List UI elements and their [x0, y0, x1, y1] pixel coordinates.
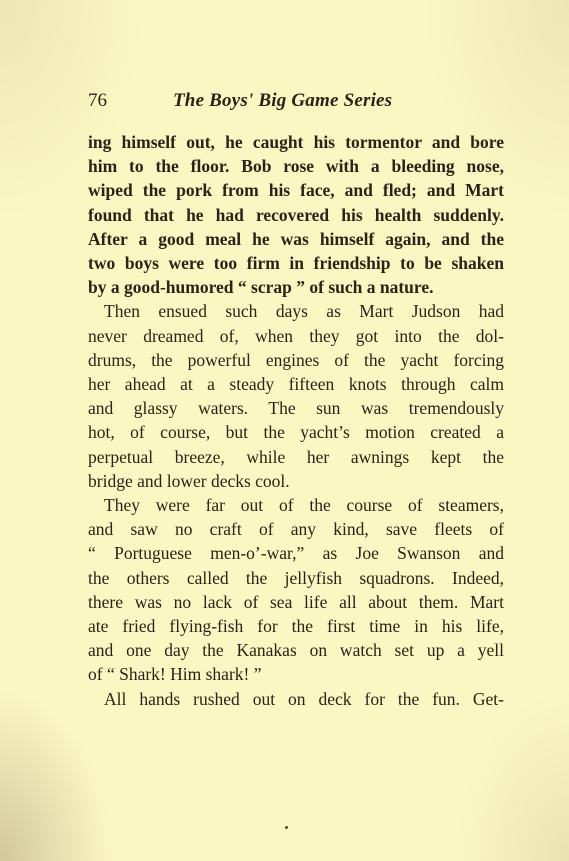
text-line: hot, of course, but the yacht’s motion created a	[88, 422, 504, 443]
text-line: there was no lack of sea life all about them. Mart	[88, 591, 504, 612]
text-line: two boys were too firm in friendship to be shaken	[88, 253, 504, 274]
text-line: wiped the pork from his face, and fled; and Mart	[88, 180, 504, 201]
text-line: by a good-humored “ scrap ” of such a nature.	[88, 277, 434, 298]
text-line: perpetual breeze, while her awnings kept the	[88, 446, 504, 467]
text-line: and glassy waters. The sun was tremendously	[88, 398, 504, 419]
text-line: ing himself out, he caught his tormentor and bore	[88, 132, 504, 152]
text-line: “ Portuguese men-o’-war,” as Joe Swanson and	[88, 543, 504, 564]
running-header	[88, 86, 508, 116]
text-line: of “ Shark! Him shark! ”	[88, 664, 262, 685]
text-line: the others called the jellyfish squadrons. Indeed,	[88, 567, 504, 588]
text-line: All hands rushed out on deck for the fun. Get-	[104, 688, 504, 709]
paragraph-3	[88, 493, 504, 687]
body-text	[88, 130, 504, 711]
text-line: ate fried flying-fish for the first time in his life,	[88, 616, 504, 637]
text-line: They were far out of the course of steamers,	[104, 495, 504, 516]
text-line: found that he had recovered his health suddenly.	[88, 204, 504, 225]
running-title: The Boys' Big Game Series	[173, 90, 393, 111]
text-line: Then ensued such days as Mart Judson had	[104, 301, 504, 322]
paragraph-4	[88, 687, 504, 711]
text-line: After a good meal he was himself again, and the	[88, 228, 504, 249]
text-line: him to the floor. Bob rose with a bleeding nose,	[88, 156, 504, 177]
text-line: and saw no craft of any kind, save fleets of	[88, 519, 504, 540]
text-line: and one day the Kanakas on watch set up a yell	[88, 640, 504, 661]
paragraph-1	[88, 130, 504, 299]
print-speck	[285, 826, 288, 829]
page-number: 76	[88, 90, 107, 111]
text-line: her ahead at a steady fifteen knots through calm	[88, 374, 504, 395]
text-line: never dreamed of, when they got into the dol-	[88, 325, 504, 346]
text-line: bridge and lower decks cool.	[88, 470, 290, 491]
text-line: drums, the powerful engines of the yacht forcing	[88, 349, 504, 370]
paragraph-2	[88, 299, 504, 493]
